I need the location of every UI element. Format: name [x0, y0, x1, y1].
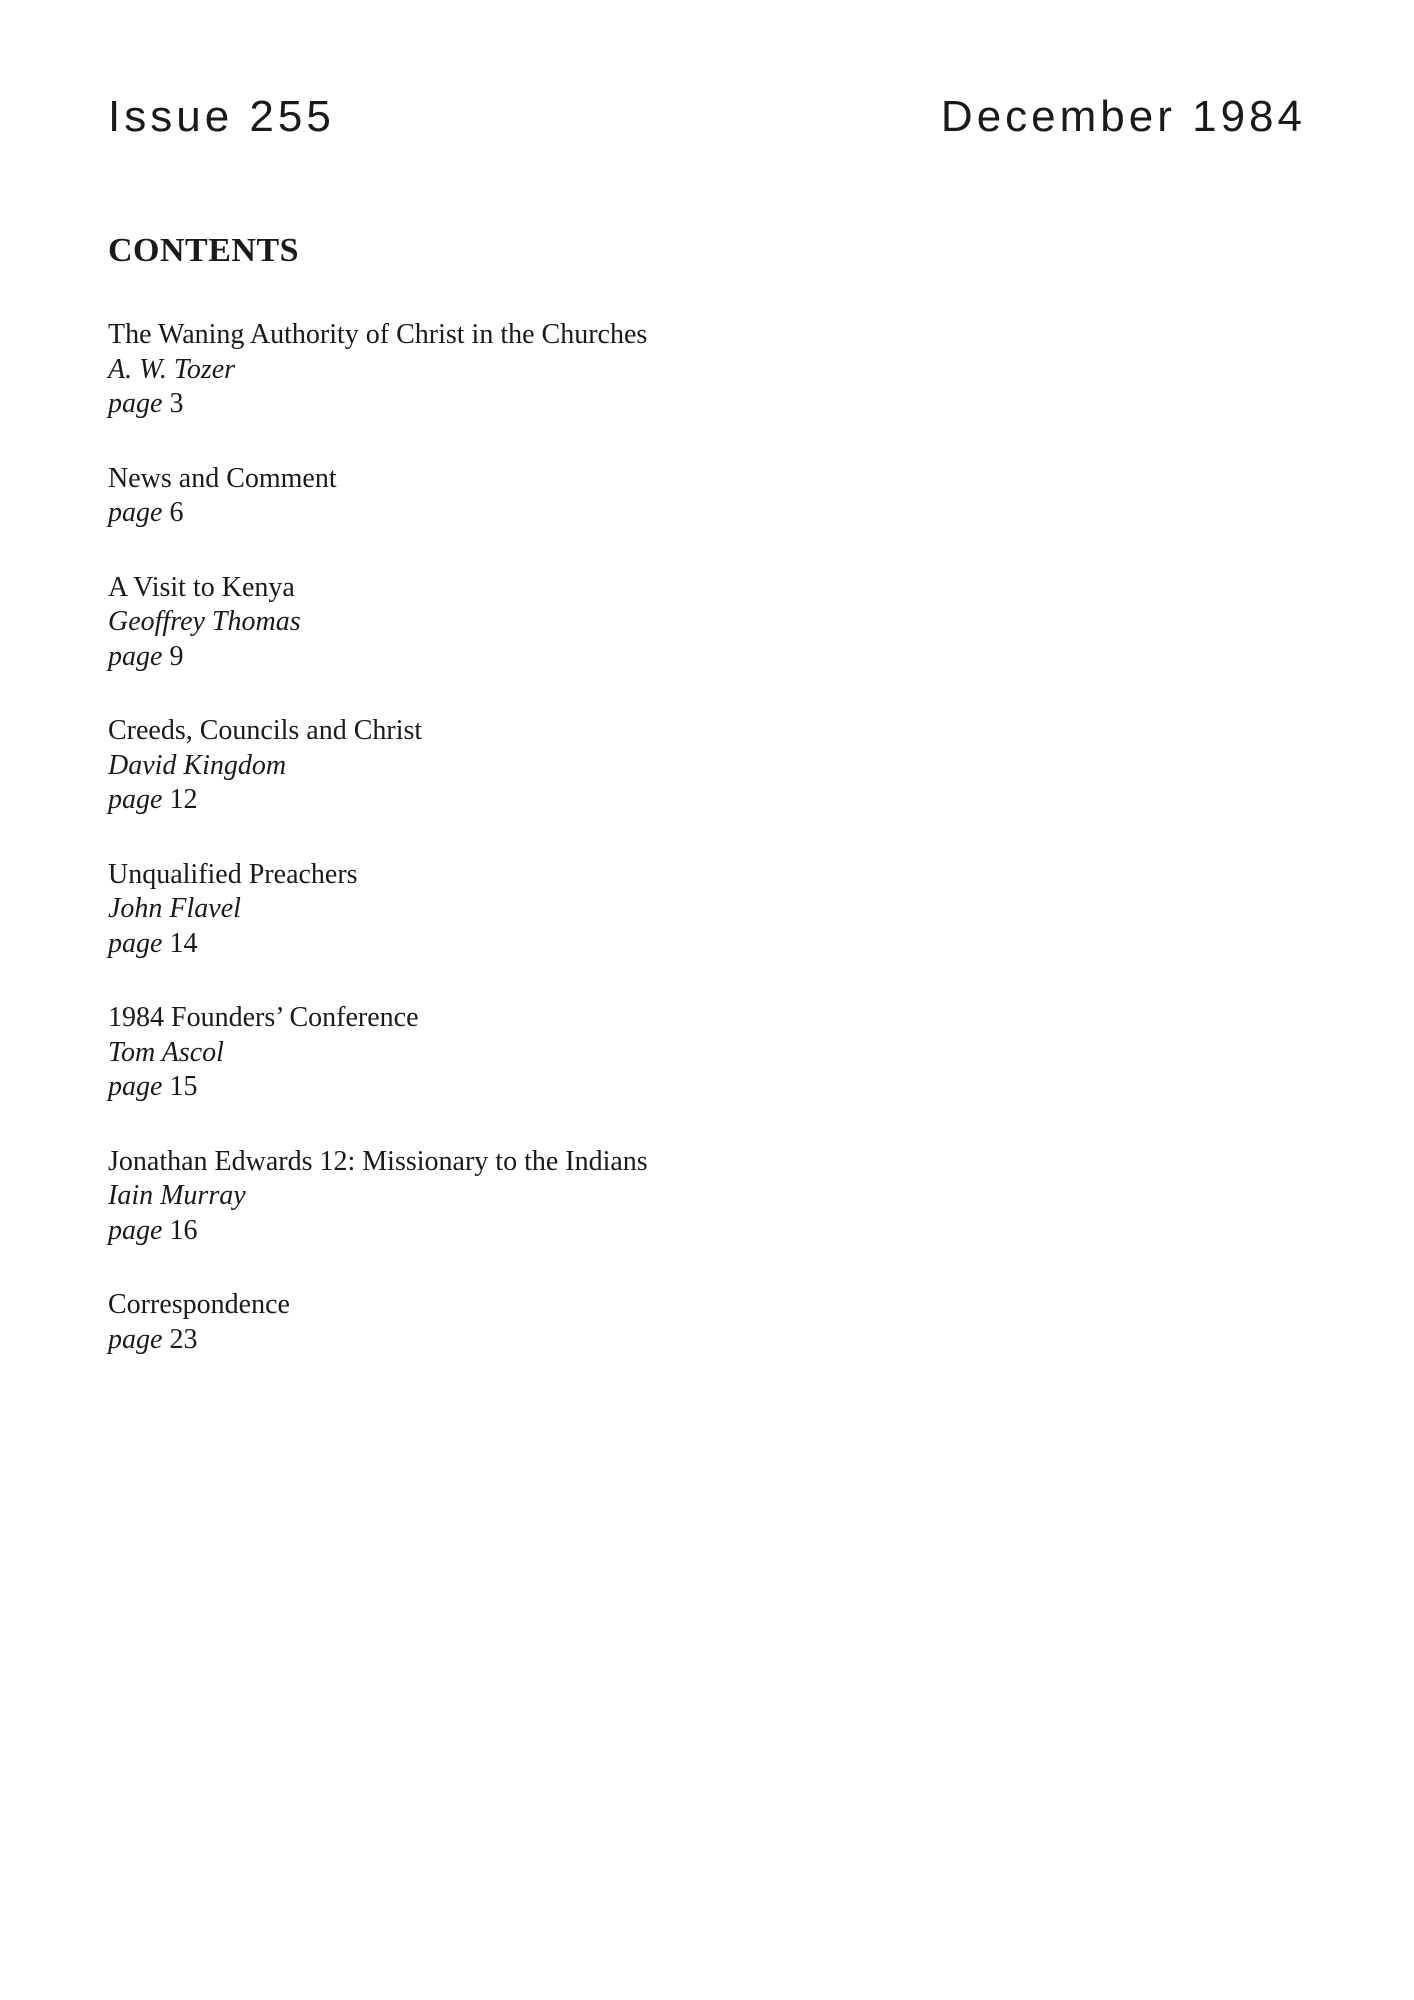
article-author: John Flavel	[108, 893, 241, 924]
page-label: page	[108, 784, 163, 815]
toc-entry	[108, 318, 908, 422]
article-title: Jonathan Edwards 12: Missionary to the Indians	[108, 1145, 648, 1177]
table-of-contents	[108, 318, 908, 1397]
article-title: A Visit to Kenya	[108, 571, 295, 603]
page-reference	[108, 1323, 908, 1358]
page-number: 12	[169, 784, 198, 815]
toc-entry	[108, 1288, 908, 1357]
article-author: David Kingdom	[108, 749, 287, 781]
article-author: Geoffrey Thomas	[108, 606, 301, 637]
toc-entry	[108, 714, 908, 818]
toc-entry	[108, 571, 908, 675]
article-title: News and Comment	[108, 462, 337, 494]
page-number: 23	[169, 1323, 198, 1355]
page-reference	[108, 1070, 908, 1105]
page-label: page	[108, 927, 163, 959]
page-label: page	[108, 388, 163, 419]
article-author: A. W. Tozer	[108, 353, 236, 385]
issue-number: Issue 255	[108, 92, 335, 141]
article-title: Correspondence	[108, 1289, 290, 1320]
page-number: 16	[169, 1214, 198, 1246]
page-label: page	[108, 640, 163, 672]
page-label: page	[108, 1214, 163, 1246]
page-number: 14	[169, 927, 198, 959]
toc-entry	[108, 1001, 908, 1105]
page-number: 3	[169, 388, 184, 419]
issue-date: December 1984	[940, 92, 1306, 141]
page-reference	[108, 1214, 908, 1249]
toc-entry	[108, 462, 908, 531]
article-title: The Waning Authority of Christ in the Churches	[108, 319, 648, 350]
contents-heading: CONTENTS	[108, 232, 300, 269]
page-label: page	[108, 1071, 163, 1102]
article-author: Tom Ascol	[108, 1036, 224, 1068]
toc-entry	[108, 858, 908, 962]
page-header	[108, 92, 1306, 152]
page-number: 6	[169, 497, 184, 528]
page-reference	[108, 640, 908, 675]
page-label: page	[108, 1323, 163, 1355]
page-number: 9	[169, 640, 184, 672]
toc-entry	[108, 1145, 908, 1249]
page-reference	[108, 927, 908, 962]
page-reference	[108, 496, 908, 531]
article-title: Unqualified Preachers	[108, 858, 358, 890]
page-reference	[108, 783, 908, 818]
page-label: page	[108, 497, 163, 528]
article-title: Creeds, Councils and Christ	[108, 715, 423, 746]
page-number: 15	[169, 1071, 198, 1102]
article-title: 1984 Founders’ Conference	[108, 1002, 419, 1033]
page-reference	[108, 387, 908, 422]
article-author: Iain Murray	[108, 1180, 246, 1211]
